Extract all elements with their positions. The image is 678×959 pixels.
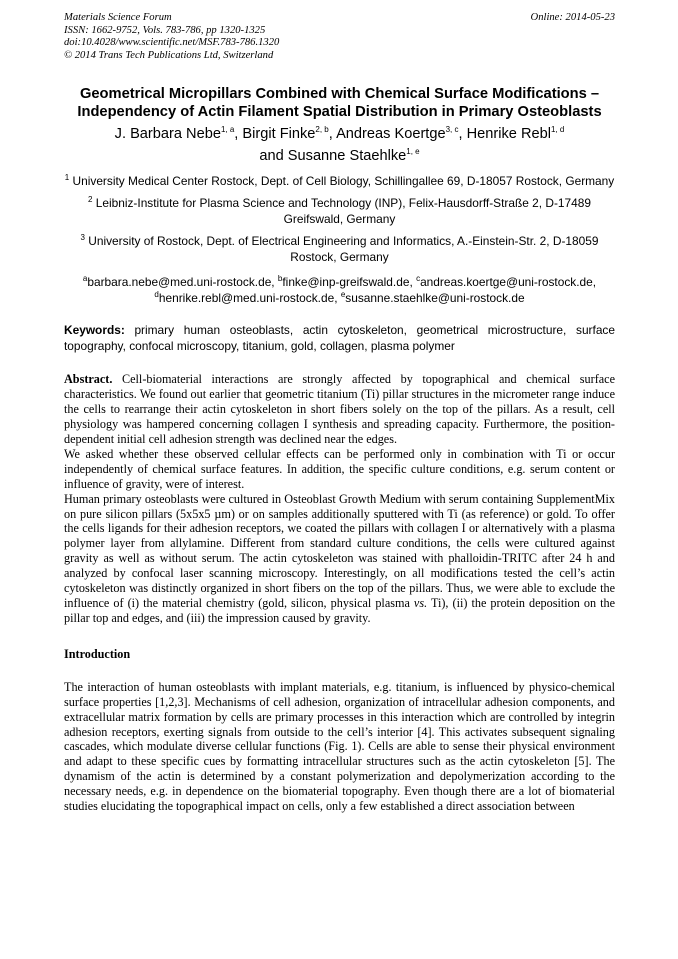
author [242,126,336,142]
affiliation-3 [64,233,615,265]
author-name: Henrike Rebl [466,126,551,143]
email-address: henrike.rebl@med.uni-rostock.de, [158,291,341,306]
introduction-paragraph: The interaction of human osteoblasts with implant materials, e.g. titanium, is influenced by physico-chemical surface properties [1,2,3]. Mechanisms of cell adhesion, organization of intracellular adhesion components, and extracellular matrix formation by cells are primary processes in this interaction which are controlled by integrin adhesion receptors, exerting signals from outside to the cell’s interior [4]. This activates subsequent signaling cascades, which modulate diverse cellular functions (Fig. 1). Cells are able to sense their physical environment and adapt to these specific cues by formatting intracellular structures such as the actin cytoskeleton [5]. The dynamism of the actin is determined by a constant polymerization and depolymerization according to the necessary needs, e.g. in dependence on the biomaterial topography. Even though there are a lot of biomaterial studies elucidating the topographical impact on cells, only a few established a direct association between [64,679,615,814]
author-affiliation-mark: 3, c [445,125,459,135]
email-list [64,274,615,306]
keywords-label: Keywords: [64,323,125,338]
author-name: Birgit Finke [242,126,316,143]
email-mark: e [340,290,346,300]
email-mark: d [154,290,159,300]
journal-name: Materials Science Forum [64,12,172,23]
author [467,126,565,142]
author-list [64,124,615,167]
copyright-line: © 2014 Trans Tech Publications Ltd, Switzerland [64,49,274,61]
introduction-body [64,680,615,814]
author-name: Andreas Koertge [336,126,446,143]
paper-title: Geometrical Micropillars Combined with Chemical Surface Modifications – Independency of Actin Filament Spatial Distribution in Primary Osteoblasts [77,86,602,121]
introduction-heading: Introduction [64,646,131,661]
email-address: finke@inp-greifswald.de, [282,275,417,290]
author [336,126,467,142]
affiliation-text: University of Rostock, Dept. of Electrical Engineering and Informatics, A.-Einstein-Str. 2, D-18059 Rostock, Germany [88,234,599,265]
journal-header [64,12,615,62]
author-separator: , [328,126,337,143]
online-date: Online: 2014-05-23 [530,12,615,23]
abstract-paragraph [64,492,615,626]
author-separator: , [458,126,467,143]
affiliation-number: 3 [80,233,85,243]
email-address: andreas.koertge@uni-rostock.de, [420,275,597,290]
paper-page [64,12,615,814]
author-name: J. Barbara Nebe [114,126,221,143]
author-name: and Susanne Staehlke [259,147,407,164]
email-mark: b [277,274,283,284]
email-address: barbara.nebe@med.uni-rostock.de, [87,275,278,290]
affiliation-number: 2 [87,195,93,205]
abstract [64,372,615,625]
keywords [64,322,615,354]
keywords-text: primary human osteoblasts, actin cytoskeleton, geometrical microstructure, surface topography, confocal microscopy, titanium, gold, collagen, plasma polymer [64,323,615,354]
abstract-italic: vs. [413,595,428,610]
email-mark: c [416,274,421,284]
author-affiliation-mark: 1, d [550,125,565,135]
abstract-paragraph: We asked whether these observed cellular effects can be performed only in combination with Ti or occur independently of chemical surface features. In addition, the specific culture conditions, e.g. serum content or influence of gravity, were of interest. [64,446,615,491]
affiliation-1 [64,173,615,189]
abstract-text: Human primary osteoblasts were cultured in Osteoblast Growth Medium with serum containing SupplementMix on pure silicon pillars (5x5x5 µm) or on samples additionally sputtered with Ti (as reference) or gold. To offer the cells ligands for their adhesion receptors, we coated the pillars with collagen I or alternatively with a plasma polymer layer from allylamine. Different from standard culture conditions, the cells were cultured against gravity as well as without serum. The actin cytoskeleton was stained with phalloidin-TRITC after 24 h and analyzed by confocal laser scanning microscopy. Interestingly, on all modifications tested the cell’s actin cytoskeleton was distinctly organized in short fibers on the top of the pillars. Thus, we were able to exclude the influence of (i) the material chemistry (gold, silicon, physical plasma [64,491,615,610]
author-separator: , [234,126,243,143]
author-affiliation-mark: 1, e [406,147,420,157]
abstract-label: Abstract. [64,372,113,387]
affiliation-number: 1 [64,173,70,183]
abstract-text: Cell-biomaterial interactions are strongly affected by topographical and chemical surface characteristics. We found out earlier that geometric titanium (Ti) pillar structures in the micrometer range induce the cells to rearrange their actin cytoskeleton in short fibers solely on the top of the pillars. As a result, cell physiology was hampered concerning collagen I synthesis and spreading capacity. Furthermore, the position-dependent initial cell adhesion strength was declined near the edges. [64,372,615,446]
affiliation-2 [64,195,615,227]
abstract-text: Ti), (ii) the protein deposition on the pillar top and edges, and (iii) the impression caused by gravity. [64,595,615,625]
author-affiliation-mark: 2, b [315,125,329,135]
affiliation-text: Leibniz-Institute for Plasma Science and Technology (INP), Felix-Hausdorff-Straße 2, D-17489 Greifswald, Germany [95,196,591,227]
email-address: susanne.staehlke@uni-rostock.de [345,291,525,306]
email-mark: a [82,274,88,284]
abstract-paragraph [64,372,615,447]
author-affiliation-mark: 1, a [220,125,235,135]
author [259,148,419,164]
doi-line: doi:10.4028/www.scientific.net/MSF.783-786.1320 [64,37,280,49]
issn-line: ISSN: 1662-9752, Vols. 783-786, pp 1320-1325 [64,24,266,36]
affiliation-text: University Medical Center Rostock, Dept. of Cell Biology, Schillingallee 69, D-18057 Rostock, Germany [72,174,615,189]
author [115,126,243,142]
